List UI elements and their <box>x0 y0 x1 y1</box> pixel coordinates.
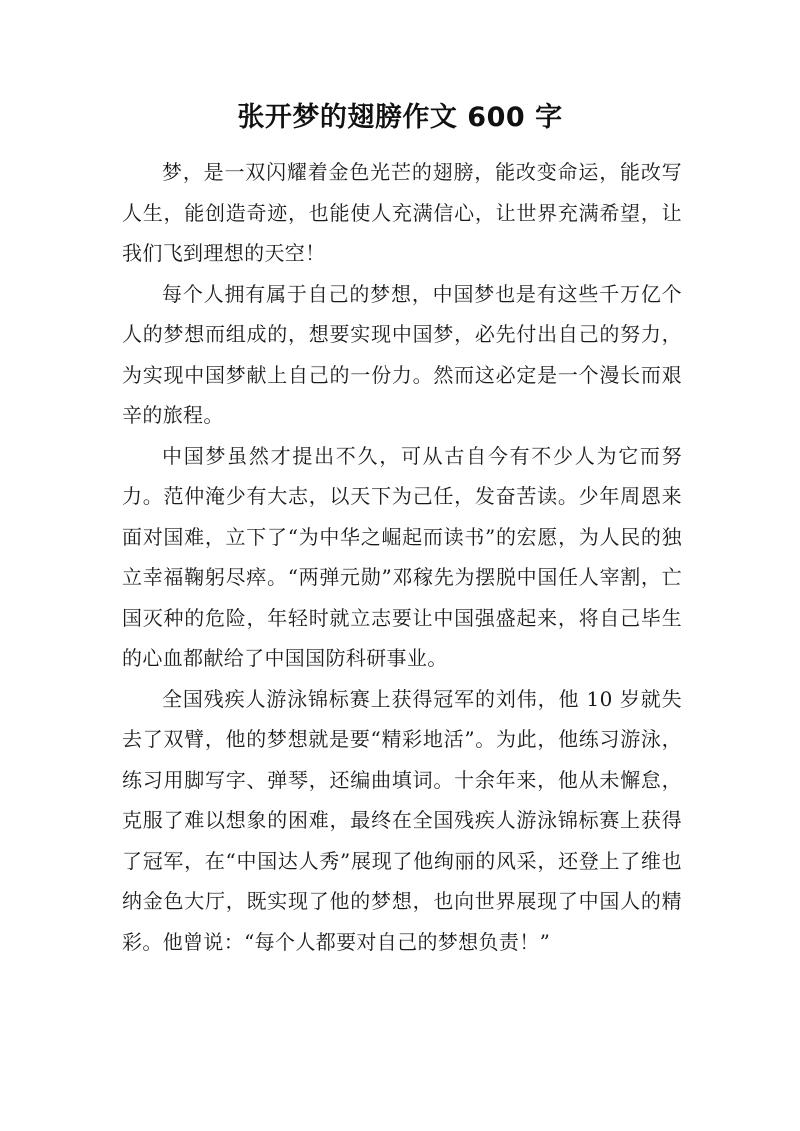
document-body <box>122 152 682 962</box>
paragraph-4: 全国残疾人游泳锦标赛上获得冠军的刘伟，他 10 岁就失去了双臂，他的梦想就是要“精彩地活”。为此，他练习游泳，练习用脚写字、弹琴，还编曲填词。十余年来，他从未懈怠，克服了难以想象的困难，最终在全国残疾人游泳锦标赛上获得了冠军，在“中国达人秀”展现了他绚丽的风采，还登上了维也纳金色大厅，既实现了他的梦想，也向世界展现了中国人的精彩。他曾说：“每个人都要对自己的梦想负责！” <box>122 686 682 954</box>
paragraph-3: 中国梦虽然才提出不久，可从古自今有不少人为它而努力。范仲淹少有大志，以天下为己任，发奋苦读。少年周恩来面对国难，立下了“为中华之崛起而读书”的宏愿，为人民的独立幸福鞠躬尽瘁。“两弹元勋”邓稼先为摆脱中国任人宰割，亡国灭种的危险，年轻时就立志要让中国强盛起来，将自己毕生的心血都献给了中国国防科研事业。 <box>122 443 682 670</box>
paragraph-2: 每个人拥有属于自己的梦想，中国梦也是有这些千万亿个人的梦想而组成的，想要实现中国梦，必先付出自己的努力，为实现中国梦献上自己的一份力。然而这必定是一个漫长而艰辛的旅程。 <box>122 281 682 427</box>
document-title: 张开梦的翅膀作文 600 字 <box>237 102 563 133</box>
paragraph-1: 梦，是一双闪耀着金色光芒的翅膀，能改变命运，能改写人生，能创造奇迹，也能使人充满信心，让世界充满希望，让我们飞到理想的天空！ <box>122 160 682 265</box>
